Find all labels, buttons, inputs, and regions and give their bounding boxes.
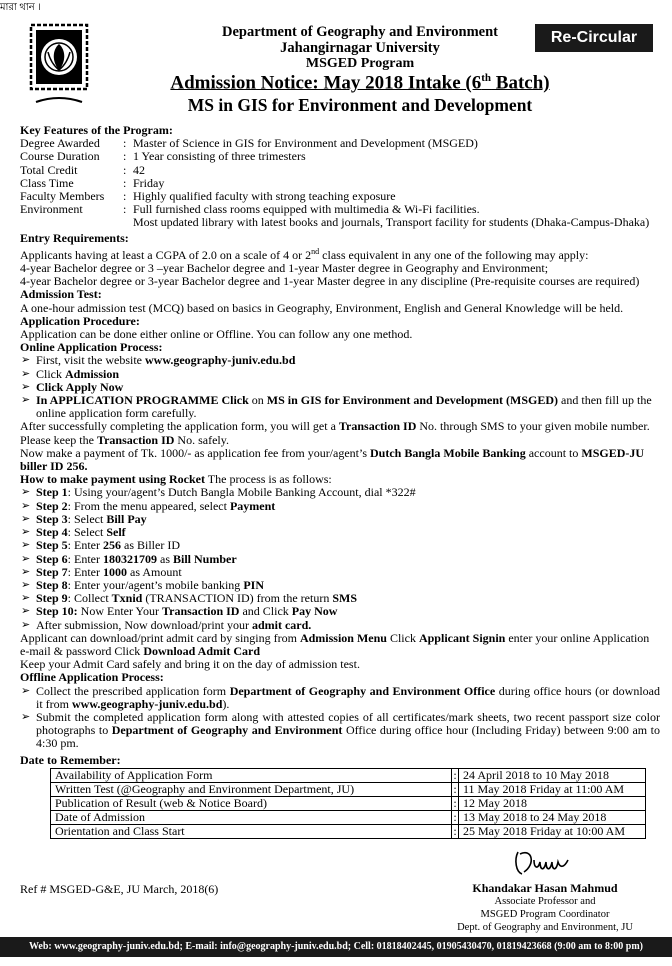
key-feature-value: 1 Year consisting of three trimesters [133, 149, 306, 164]
key-feature-colon: : [123, 162, 127, 177]
key-feature-label: Degree Awarded [20, 136, 100, 151]
key-feature-value: 42 [133, 162, 145, 177]
website-link[interactable]: www.geography-juniv.edu.bd [145, 353, 296, 368]
arrow-icon: ➢ [21, 512, 31, 525]
dates-heading: Date to Remember: [20, 752, 121, 767]
rocket-steps [20, 486, 660, 618]
arrow-icon: ➢ [21, 526, 31, 539]
environment-extra: Most updated library with latest books and journals, Transport facility for students (Dhaka-Campus-Dhaka) [133, 215, 650, 230]
date-event: Availability of Application Form [51, 768, 452, 782]
signatory-name: Khandakar Hasan Mahmud [472, 881, 618, 895]
date-colon: : [453, 823, 457, 838]
arrow-icon: ➢ [21, 380, 31, 393]
key-feature-value: Highly qualified faculty with strong teaching exposure [133, 189, 396, 204]
arrow-icon: ➢ [21, 394, 31, 407]
offline-step-2: ➢ Submit the completed application form along with attested copies of all certificates/mark sheets, two recent passport size color photographs to Department of Geography and Environment Office during office hour (Including Friday) between 9:00 am to 4:30 pm. [21, 709, 660, 751]
arrow-icon: ➢ [21, 539, 31, 552]
key-feature-label: Total Credit [20, 162, 78, 177]
arrow-icon: ➢ [21, 684, 31, 697]
notice-body [20, 124, 660, 839]
key-feature-colon: : [123, 149, 127, 164]
keep-admit-card: Keep your Admit Card safely and bring it on the day of admission test. [20, 657, 360, 672]
test-heading: Admission Test: [20, 287, 102, 302]
online-step-2: ➢ Click Admission [21, 366, 120, 381]
online-step-3: ➢ Click Apply Now [21, 379, 124, 394]
payment-step: ➢ Step 4: Select Self [21, 525, 126, 540]
date-row [51, 782, 646, 796]
university-name: Jahangirnagar University [280, 40, 440, 56]
signatory-title-3: Dept. of Geography and Environment, JU [457, 922, 633, 933]
entry-line-3: 4-year Bachelor degree or 3-year Bachelor degree and 1-year Master degree in any discipline (Pre-requisite courses are required) [20, 274, 640, 289]
admit-card-step: ➢ After submission, Now download/print your admit card. [21, 617, 312, 632]
arrow-icon: ➢ [21, 618, 31, 631]
download-paragraph: Applicant can download/print admit card by singing from Admission Menu Click Applicant Signin enter your online Application e-mail & password Click Download Admit Card [20, 630, 650, 658]
key-features-list [20, 137, 660, 216]
date-value: 24 April 2018 to 10 May 2018 [459, 768, 646, 782]
payment-step: ➢ Step 1: Using your/agent’s Dutch Bangla Mobile Banking Account, dial *322# [21, 485, 416, 500]
payment-step: ➢ Step 5: Enter 256 as Biller ID [21, 538, 180, 553]
date-event: Written Test (@Geography and Environment Department, JU) [51, 782, 452, 796]
entry-heading: Entry Requirements: [20, 230, 129, 245]
arrow-icon: ➢ [21, 486, 31, 499]
department-name: Department of Geography and Environment [221, 24, 499, 40]
signatory-block [440, 882, 650, 934]
date-colon: : [453, 795, 457, 810]
offline-step-1: ➢ Collect the prescribed application form Department of Geography and Environment Office during office hours (or download it from www.geography-juniv.edu.bd). [21, 683, 661, 711]
payment-step: ➢ Step 10: Now Enter Your Transaction ID and Click Pay Now [21, 604, 338, 619]
payment-step: ➢ Step 9: Collect Txnid (TRANSACTION ID) from the return SMS [21, 591, 358, 606]
arrow-icon: ➢ [21, 605, 31, 618]
course-title: MS in GIS for Environment and Development [187, 95, 533, 115]
date-event: Date of Admission [51, 810, 452, 824]
date-colon: : [453, 809, 457, 824]
date-value: 11 May 2018 Friday at 11:00 AM [459, 782, 646, 796]
procedure-heading: Application Procedure: [20, 313, 140, 328]
procedure-text: Application can be done either online or Offline. You can follow any one method. [20, 327, 413, 342]
signature [510, 846, 580, 878]
entry-line-2: 4-year Bachelor degree or 3 –year Bachelor degree and 1-year Master degree in Geography and Environment; [20, 261, 549, 276]
key-feature-label: Faculty Members [20, 189, 105, 204]
key-features-heading: Key Features of the Program: [20, 123, 173, 137]
key-feature-label: Course Duration [20, 149, 100, 164]
university-logo [28, 22, 90, 110]
test-text: A one-hour admission test (MCQ) based on basics in Geography, Environment, English and General Knowledge will be held. [20, 300, 624, 315]
key-feature-colon: : [123, 175, 127, 190]
arrow-icon: ➢ [21, 354, 31, 367]
signatory-title-1: Associate Professor and [494, 896, 596, 907]
payment-step: ➢ Step 2: From the menu appeared, select Payment [21, 498, 276, 513]
key-feature-colon: : [123, 202, 127, 217]
arrow-icon: ➢ [21, 552, 31, 565]
payment-step: ➢ Step 6: Enter 180321709 as Bill Number [21, 551, 237, 566]
date-value: 13 May 2018 to 24 May 2018 [459, 810, 646, 824]
online-step-1: ➢ First, visit the website www.geography-juniv.edu.bd [21, 353, 296, 368]
key-feature-label: Environment [20, 202, 83, 217]
arrow-icon: ➢ [21, 367, 31, 380]
payment-step: ➢ Step 8: Enter your/agent’s mobile banking PIN [21, 577, 264, 592]
key-feature-colon: : [123, 136, 127, 151]
reference-number: Ref # MSGED-G&E, JU March, 2018(6) [20, 882, 219, 896]
key-feature-row [20, 164, 660, 177]
key-feature-row [20, 137, 660, 150]
recircular-badge: Re-Circular [535, 24, 653, 52]
transaction-paragraph: After successfully completing the application form, you will get a Transaction ID No. through SMS to your given mobile number. Please keep the Transaction ID No. safely. [20, 419, 650, 447]
arrow-icon: ➢ [21, 710, 31, 723]
key-feature-row [20, 150, 660, 163]
date-row [51, 796, 646, 810]
program-name: MSGED Program [305, 56, 415, 71]
entry-line-1: Applicants having at least a CGPA of 2.0 on a scale of 4 or 2nd class equivalent in any one of the following may apply: [20, 246, 589, 262]
date-row [51, 768, 646, 782]
key-feature-value: Master of Science in GIS for Environment and Development (MSGED) [133, 136, 478, 151]
contact-footer: Web: www.geography-juniv.edu.bd; E-mail: info@geography-juniv.edu.bd; Cell: 01818402445, 01905430470, 01819423668 (9:00 am to 8:00 pm) [0, 937, 672, 957]
date-colon: : [453, 781, 457, 796]
dates-table [50, 768, 646, 839]
offline-website-link[interactable]: www.geography-juniv.edu.bd [72, 696, 223, 711]
key-feature-value: Friday [133, 175, 165, 190]
arrow-icon: ➢ [21, 592, 31, 605]
date-event: Orientation and Class Start [51, 824, 452, 838]
date-row [51, 824, 646, 838]
date-value: 12 May 2018 [459, 796, 646, 810]
arrow-icon: ➢ [21, 565, 31, 578]
payment-paragraph: Now make a payment of Tk. 1000/- as application fee from your/agent’s Dutch Bangla Mobile Banking account to MSGED-JU biller ID 256. [20, 445, 645, 474]
signatory-title-2: MSGED Program Coordinator [480, 909, 610, 920]
date-colon: : [453, 767, 457, 782]
corner-text: মারা থান । [0, 2, 41, 13]
date-value: 25 May 2018 Friday at 10:00 AM [459, 824, 646, 838]
key-feature-value: Full furnished class rooms equipped with multimedia & Wi-Fi facilities. [133, 202, 480, 217]
arrow-icon: ➢ [21, 499, 31, 512]
online-heading: Online Application Process: [20, 340, 163, 355]
key-feature-label: Class Time [20, 175, 74, 190]
rocket-heading: How to make payment using Rocket The process is as follows: [20, 472, 332, 487]
online-step-4: ➢ In APPLICATION PROGRAMME Click on MS in GIS for Environment and Development (MSGED) and then fill up the online application form carefully. [21, 393, 652, 421]
notice-title: Admission Notice: May 2018 Intake (6th Batch) [170, 72, 550, 94]
offline-heading: Offline Application Process: [20, 670, 164, 685]
arrow-icon: ➢ [21, 578, 31, 591]
date-row [51, 810, 646, 824]
key-feature-colon: : [123, 189, 127, 204]
payment-step: ➢ Step 7: Enter 1000 as Amount [21, 564, 182, 579]
date-event: Publication of Result (web & Notice Board) [51, 796, 452, 810]
payment-step: ➢ Step 3: Select Bill Pay [21, 511, 147, 526]
